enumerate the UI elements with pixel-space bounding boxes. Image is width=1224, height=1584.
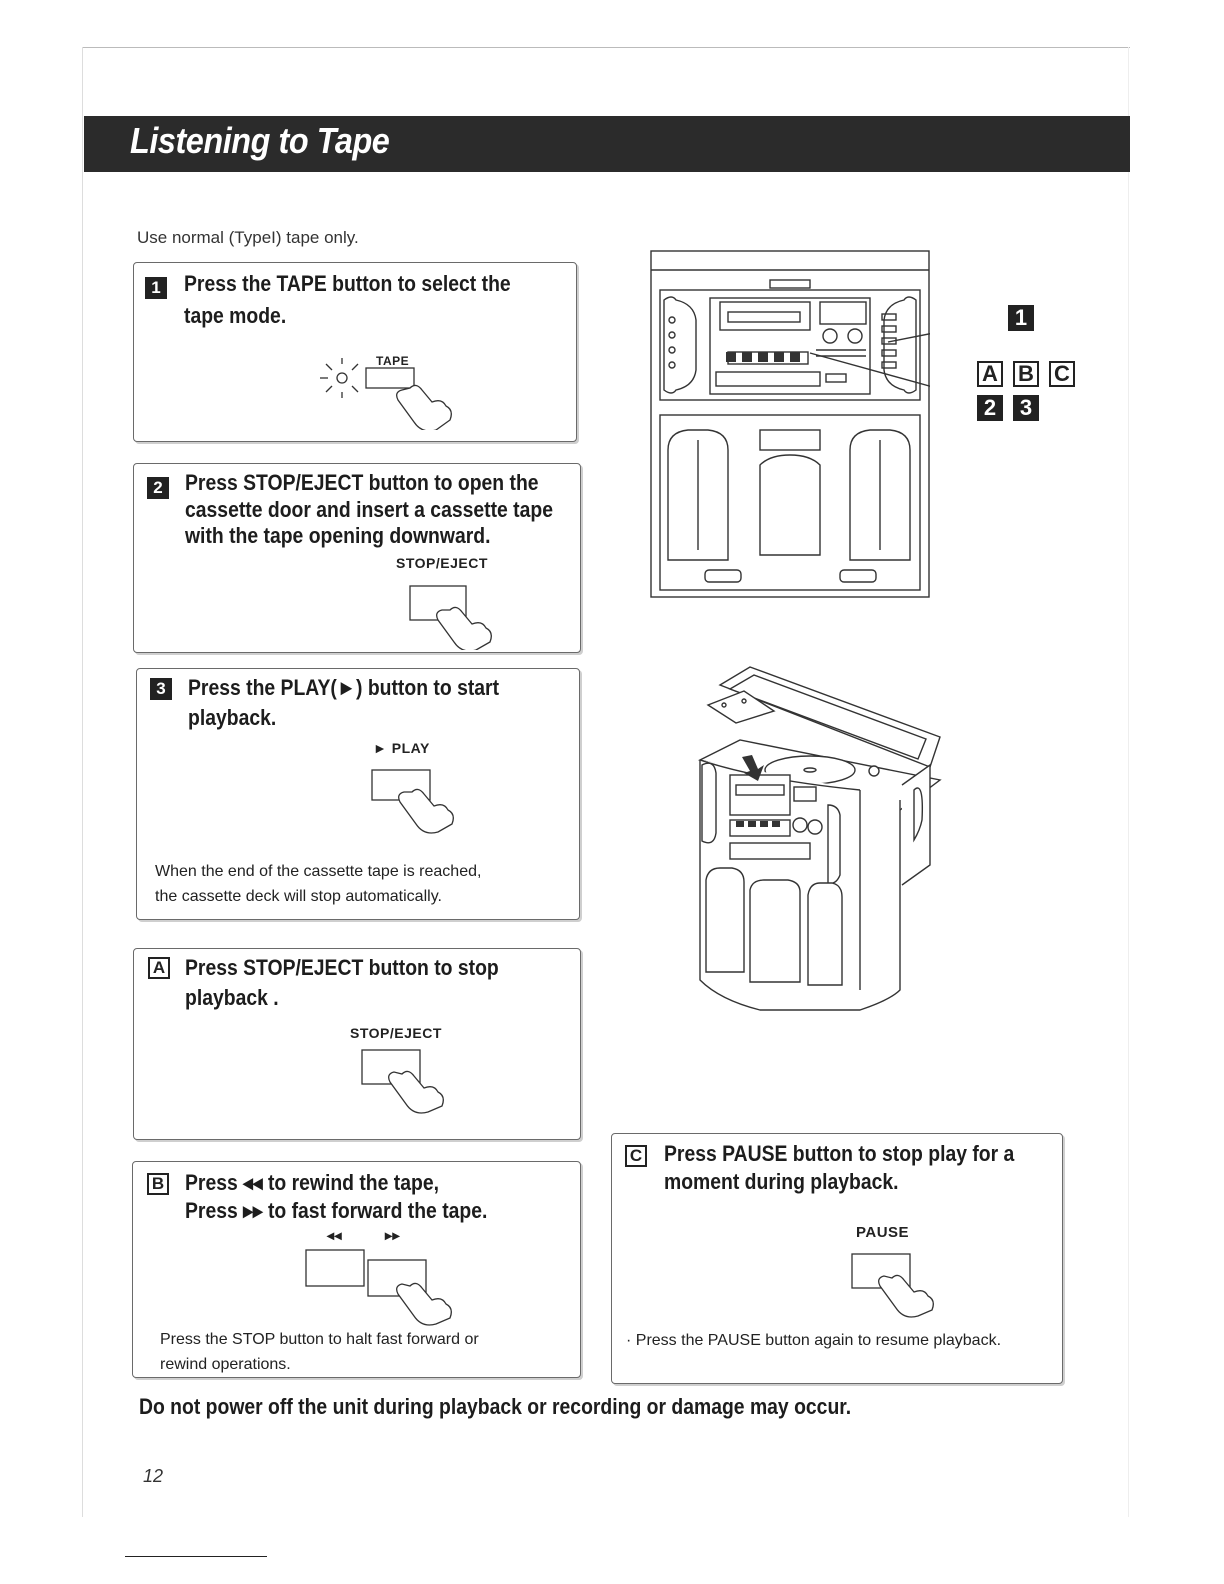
stop-eject-button-illustration-a <box>356 1044 466 1114</box>
page-number: 12 <box>143 1466 164 1486</box>
step-c-badge: C <box>625 1145 647 1167</box>
step-a-badge: A <box>148 957 170 979</box>
callout-b: B <box>1013 361 1039 387</box>
footer-rule <box>125 1556 267 1557</box>
play-button-illustration <box>366 764 476 834</box>
step-3-badge: 3 <box>150 678 172 700</box>
play-button-label: ► PLAY <box>373 740 430 756</box>
step-1-badge: 1 <box>145 277 167 299</box>
page-title: Listening to Tape <box>130 120 390 161</box>
step-b-note: Press the STOP button to halt fast forward or rewind operations. <box>160 1331 479 1373</box>
step-b-badge: B <box>147 1173 169 1195</box>
step-b-text: Press ◂◂ to rewind the tape, Press ▸▸ to fast forward the tape. <box>185 1170 488 1223</box>
callout-c: C <box>1049 361 1075 387</box>
callout-a: A <box>977 361 1003 387</box>
power-warning: Do not power off the unit during playback or recording or damage may occur. <box>139 1394 852 1419</box>
step-c-note: · Press the PAUSE button again to resume playback. <box>626 1332 1002 1349</box>
pause-button-illustration <box>846 1250 956 1320</box>
fast-forward-button-label: ▸▸ <box>385 1227 401 1243</box>
intro-text: Use normal (TypeI) tape only. <box>137 228 359 247</box>
page-border-right <box>1128 47 1129 1517</box>
tape-button-illustration <box>310 350 470 430</box>
stereo-front-view-diagram <box>650 250 930 600</box>
tape-button-label: TAPE <box>376 354 410 368</box>
stop-eject-button-illustration <box>400 580 510 650</box>
stop-eject-button-label-a: STOP/EJECT <box>350 1025 442 1041</box>
page-border-top <box>82 47 1130 48</box>
stop-eject-button-label: STOP/EJECT <box>396 555 488 571</box>
step-1-text: Press the TAPE button to select the tape mode. <box>184 271 511 328</box>
step-a-text: Press STOP/EJECT button to stop playback . <box>185 955 499 1010</box>
pause-button-label: PAUSE <box>856 1224 910 1241</box>
step-c-text: Press PAUSE button to stop play for a moment during playback. <box>664 1141 1015 1194</box>
stereo-perspective-illustration <box>690 665 950 1020</box>
rewind-ff-buttons-illustration <box>300 1246 480 1326</box>
callout-1: 1 <box>1008 305 1034 331</box>
rewind-button-label: ◂◂ <box>327 1227 343 1243</box>
step-2-text: Press STOP/EJECT button to open the cassette door and insert a cassette tape with the tape opening downward. <box>185 470 553 548</box>
callout-2: 2 <box>977 395 1003 421</box>
callout-3: 3 <box>1013 395 1039 421</box>
page-border-left <box>82 47 83 1517</box>
step-3-text: Press the PLAY(►) button to start playback. <box>188 675 500 730</box>
step-2-badge: 2 <box>147 477 169 499</box>
step-3-note: When the end of the cassette tape is reached, the cassette deck will stop automatically. <box>155 863 482 905</box>
